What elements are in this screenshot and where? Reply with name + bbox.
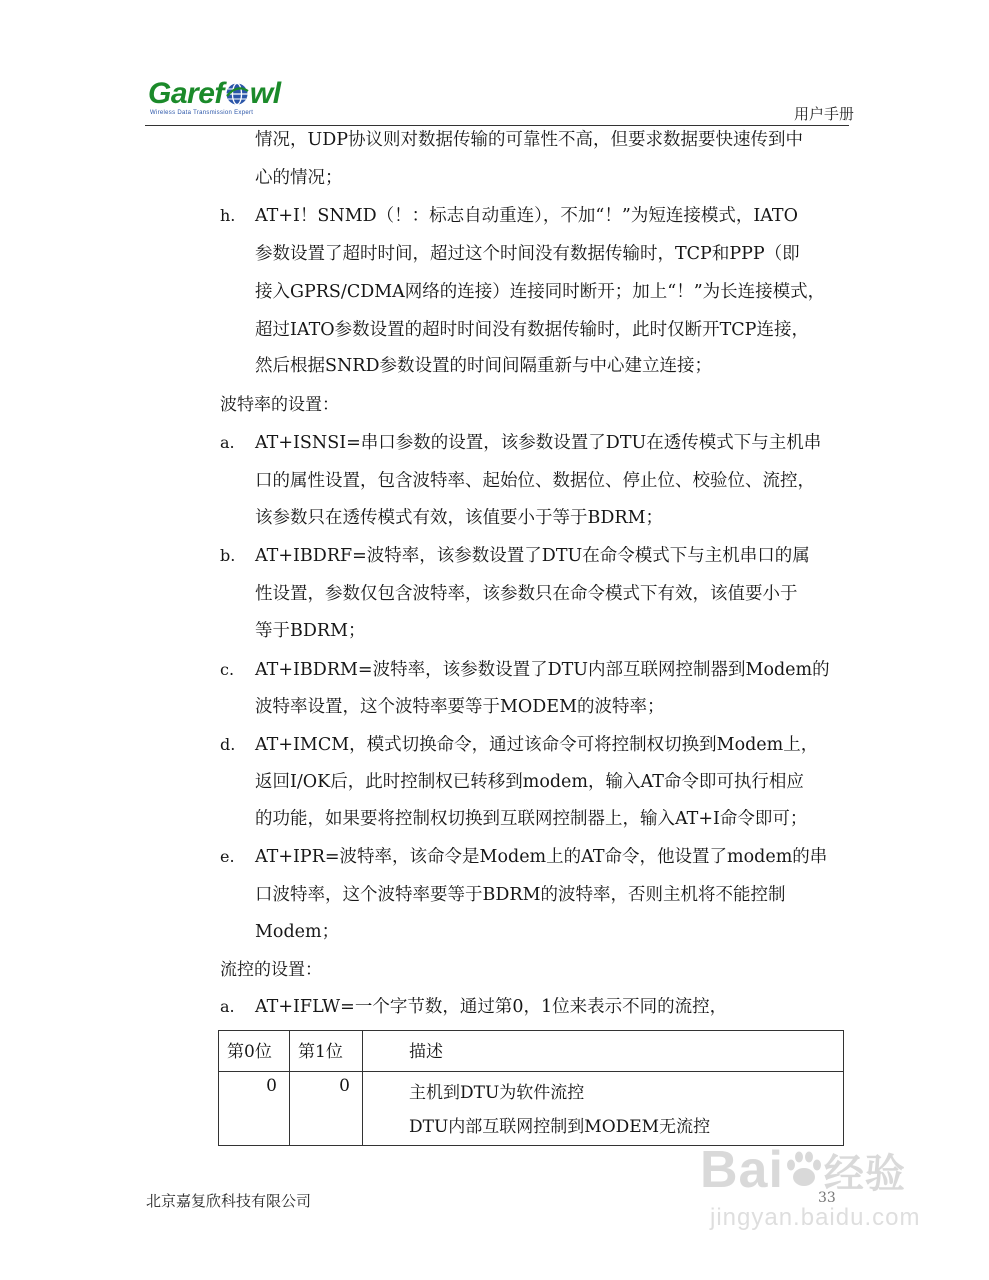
paragraph-line: 情况，UDP协议则对数据传输的可靠性不高，但要求数据要快速传到中: [255, 130, 804, 150]
list-label: b.: [220, 546, 236, 565]
paw-icon: [784, 1149, 824, 1191]
paragraph-line: 性设置，参数仅包含波特率，该参数只在命令模式下有效，该值要小于: [255, 584, 798, 604]
table-row: [219, 1072, 844, 1146]
paragraph-line: 口波特率，这个波特率要等于BDRM的波特率，否则主机将不能控制: [255, 885, 786, 905]
section-heading-flow: 流控的设置：: [220, 960, 322, 980]
paragraph-line: 口的属性设置，包含波特率、起始位、数据位、停止位、校验位、流控，: [255, 471, 815, 491]
globe-icon: [225, 82, 249, 106]
paragraph-line: 波特率设置，这个波特率要等于MODEM的波特率；: [255, 697, 665, 717]
paragraph-line: Modem；: [255, 922, 340, 942]
document-title: 用户手册: [793, 105, 854, 123]
paragraph-line: AT+IMCM，模式切换命令，通过该命令可将控制权切换到Modem上，: [255, 735, 819, 755]
table-header-cell: 第1位: [290, 1031, 363, 1072]
table-header-cell: 描述: [363, 1031, 844, 1072]
paragraph-line: 的功能，如果要将控制权切换到互联网控制器上，输入AT+I命令即可；: [255, 809, 808, 829]
paragraph-line: 接入GPRS/CDMA网络的连接）连接同时断开；加上“！”为长连接模式，: [255, 282, 826, 302]
table-cell-bit0: 0: [219, 1072, 290, 1146]
watermark-url: jingyan.baidu.com: [710, 1204, 921, 1231]
paragraph-line: AT+ISNSI=串口参数的设置，该参数设置了DTU在透传模式下与主机串: [255, 433, 822, 453]
list-label: a.: [220, 433, 235, 452]
flow-control-table: [218, 1030, 844, 1146]
paragraph-line: 超过IATO参数设置的超时时间没有数据传输时，此时仅断开TCP连接，: [255, 320, 809, 340]
company-logo: [148, 78, 288, 120]
header-divider: [145, 125, 849, 126]
paragraph-line: 心的情况；: [255, 168, 343, 188]
logo-wordmark: Garef wl: [148, 77, 281, 110]
list-label: e.: [220, 847, 235, 866]
paragraph-line: AT+IBDRF=波特率，该参数设置了DTU在命令模式下与主机串口的属: [255, 546, 810, 566]
table-header-row: [219, 1031, 844, 1072]
watermark: [700, 1140, 935, 1240]
paragraph-line: 该参数只在透传模式有效，该值要小于等于BDRM；: [255, 508, 663, 528]
desc-line: 主机到DTU为软件流控: [409, 1083, 585, 1103]
paragraph-line: AT+IPR=波特率，该命令是Modem上的AT命令，他设置了modem的串: [255, 847, 828, 867]
paragraph-line: AT+IFLW=一个字节数，通过第0，1位来表示不同的流控，: [255, 997, 728, 1017]
paragraph-line: 然后根据SNRD参数设置的时间间隔重新与中心建立连接；: [255, 356, 713, 376]
table-cell-desc: [363, 1072, 844, 1146]
paragraph-line: 等于BDRM；: [255, 621, 366, 641]
paragraph-line: 参数设置了超时时间，超过这个时间没有数据传输时，TCP和PPP（即: [255, 244, 800, 264]
table-header-cell: 第0位: [219, 1031, 290, 1072]
list-label: c.: [220, 660, 235, 679]
footer-company: 北京嘉复欣科技有限公司: [146, 1192, 312, 1210]
list-label: h.: [220, 206, 236, 225]
desc-line: DTU内部互联网控制到MODEM无流控: [409, 1117, 711, 1137]
table-cell-bit1: 0: [290, 1072, 363, 1146]
paragraph-line: AT+I！SNMD（！：标志自动重连），不加“！”为短连接模式，IATO: [255, 206, 798, 226]
list-label: a.: [220, 997, 235, 1016]
paragraph-line: 返回I/OK后，此时控制权已转移到modem，输入AT命令即可执行相应: [255, 772, 804, 792]
paragraph-line: AT+IBDRM=波特率，该参数设置了DTU内部互联网控制器到Modem的: [255, 660, 830, 680]
watermark-brand: Bai 经验: [700, 1141, 906, 1199]
list-label: d.: [220, 735, 236, 754]
section-heading-baud: 波特率的设置：: [220, 395, 339, 415]
page-number: 33: [818, 1190, 836, 1206]
logo-subtitle: Wireless Data Transmission Expert: [150, 110, 254, 116]
